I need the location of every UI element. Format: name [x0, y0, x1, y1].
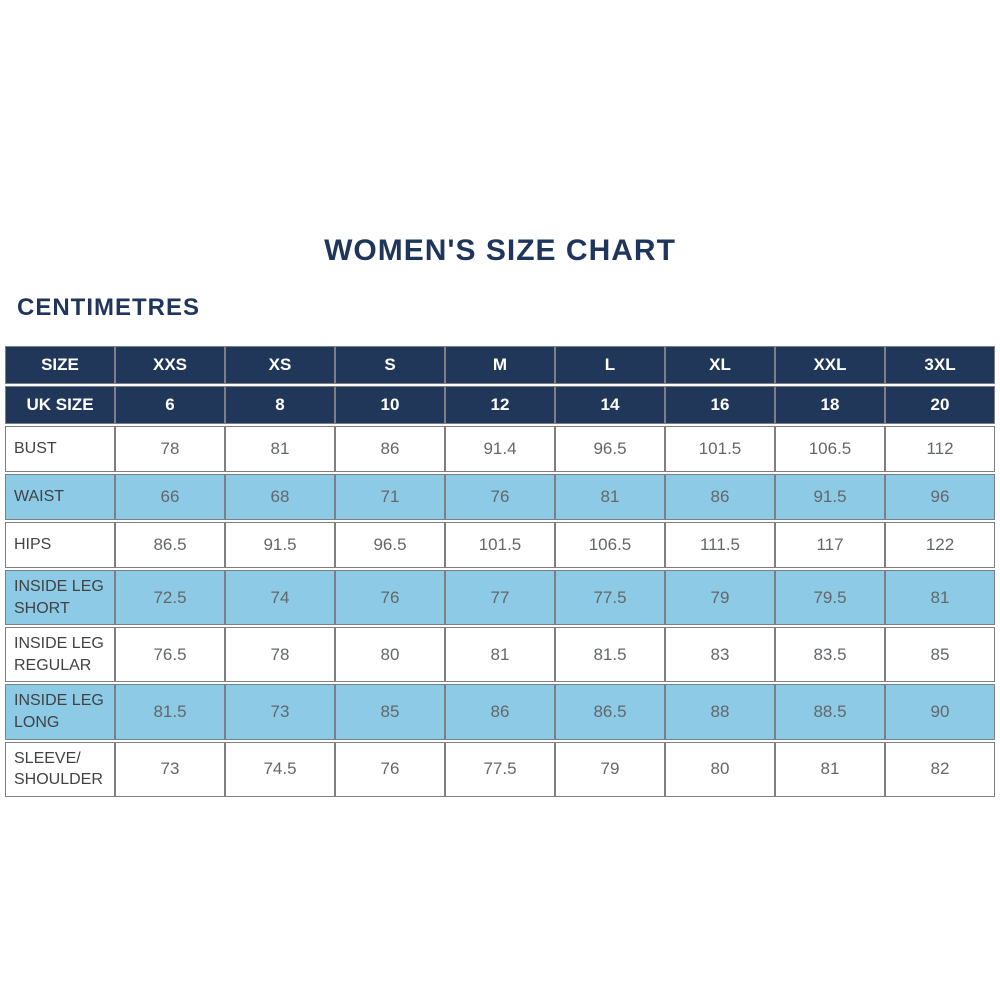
measurement-cell: 79: [665, 570, 775, 625]
header-value-cell: XS: [225, 346, 335, 384]
measurement-cell: 74.5: [225, 742, 335, 797]
unit-label: CENTIMETRES: [17, 294, 201, 321]
measurement-cell: 81.5: [115, 684, 225, 739]
header-value-cell: S: [335, 346, 445, 384]
header-value-cell: 10: [335, 386, 445, 424]
table-row: [5, 742, 995, 797]
measurement-cell: 78: [115, 426, 225, 472]
measurement-cell: 96: [885, 474, 995, 520]
measurement-cell: 83: [665, 627, 775, 682]
header-value-cell: 12: [445, 386, 555, 424]
measurement-cell: 78: [225, 627, 335, 682]
measurement-cell: 80: [335, 627, 445, 682]
measurement-cell: 86.5: [555, 684, 665, 739]
measurement-cell: 81: [775, 742, 885, 797]
measurement-cell: 72.5: [115, 570, 225, 625]
measurement-cell: 91.5: [775, 474, 885, 520]
measurement-cell: 122: [885, 522, 995, 568]
measurement-cell: 106.5: [775, 426, 885, 472]
header-value-cell: 8: [225, 386, 335, 424]
measurement-cell: 81: [445, 627, 555, 682]
measurement-cell: 91.5: [225, 522, 335, 568]
size-header-row: [5, 346, 995, 384]
header-value-cell: 18: [775, 386, 885, 424]
measurement-cell: 68: [225, 474, 335, 520]
measurement-cell: 81: [555, 474, 665, 520]
measurement-cell: 86: [445, 684, 555, 739]
row-label-cell: INSIDE LEG LONG: [5, 684, 115, 739]
measurement-cell: 101.5: [665, 426, 775, 472]
row-label-cell: INSIDE LEG REGULAR: [5, 627, 115, 682]
table-row: [5, 474, 995, 520]
measurement-cell: 85: [885, 627, 995, 682]
measurement-cell: 77.5: [555, 570, 665, 625]
size-table-body: [5, 426, 995, 797]
measurement-cell: 81: [225, 426, 335, 472]
size-table: [5, 344, 995, 799]
header-value-cell: XL: [665, 346, 775, 384]
measurement-cell: 76: [335, 570, 445, 625]
measurement-cell: 77.5: [445, 742, 555, 797]
measurement-cell: 79.5: [775, 570, 885, 625]
page-title: WOMEN'S SIZE CHART: [324, 234, 676, 267]
header-label-cell: SIZE: [5, 346, 115, 384]
measurement-cell: 74: [225, 570, 335, 625]
measurement-cell: 66: [115, 474, 225, 520]
table-row: [5, 426, 995, 472]
header-label-cell: UK SIZE: [5, 386, 115, 424]
row-label-cell: BUST: [5, 426, 115, 472]
measurement-cell: 101.5: [445, 522, 555, 568]
header-value-cell: 3XL: [885, 346, 995, 384]
header-value-cell: 14: [555, 386, 665, 424]
row-label-cell: INSIDE LEG SHORT: [5, 570, 115, 625]
measurement-cell: 85: [335, 684, 445, 739]
measurement-cell: 81.5: [555, 627, 665, 682]
header-value-cell: M: [445, 346, 555, 384]
measurement-cell: 91.4: [445, 426, 555, 472]
measurement-cell: 117: [775, 522, 885, 568]
measurement-cell: 79: [555, 742, 665, 797]
measurement-cell: 96.5: [555, 426, 665, 472]
row-label-cell: HIPS: [5, 522, 115, 568]
table-row: [5, 522, 995, 568]
measurement-cell: 76.5: [115, 627, 225, 682]
row-label-cell: WAIST: [5, 474, 115, 520]
measurement-cell: 112: [885, 426, 995, 472]
measurement-cell: 86: [335, 426, 445, 472]
measurement-cell: 90: [885, 684, 995, 739]
header-value-cell: XXS: [115, 346, 225, 384]
measurement-cell: 73: [115, 742, 225, 797]
header-value-cell: L: [555, 346, 665, 384]
measurement-cell: 106.5: [555, 522, 665, 568]
table-row: [5, 570, 995, 625]
table-row: [5, 684, 995, 739]
table-row: [5, 627, 995, 682]
measurement-cell: 73: [225, 684, 335, 739]
row-label-cell: SLEEVE/ SHOULDER: [5, 742, 115, 797]
header-value-cell: XXL: [775, 346, 885, 384]
measurement-cell: 82: [885, 742, 995, 797]
measurement-cell: 76: [445, 474, 555, 520]
header-value-cell: 20: [885, 386, 995, 424]
measurement-cell: 76: [335, 742, 445, 797]
measurement-cell: 111.5: [665, 522, 775, 568]
measurement-cell: 80: [665, 742, 775, 797]
measurement-cell: 71: [335, 474, 445, 520]
measurement-cell: 83.5: [775, 627, 885, 682]
measurement-cell: 81: [885, 570, 995, 625]
size-table-head: [5, 346, 995, 424]
measurement-cell: 86: [665, 474, 775, 520]
header-value-cell: 6: [115, 386, 225, 424]
measurement-cell: 88.5: [775, 684, 885, 739]
header-value-cell: 16: [665, 386, 775, 424]
measurement-cell: 96.5: [335, 522, 445, 568]
measurement-cell: 88: [665, 684, 775, 739]
uk-size-header-row: [5, 386, 995, 424]
measurement-cell: 86.5: [115, 522, 225, 568]
measurement-cell: 77: [445, 570, 555, 625]
